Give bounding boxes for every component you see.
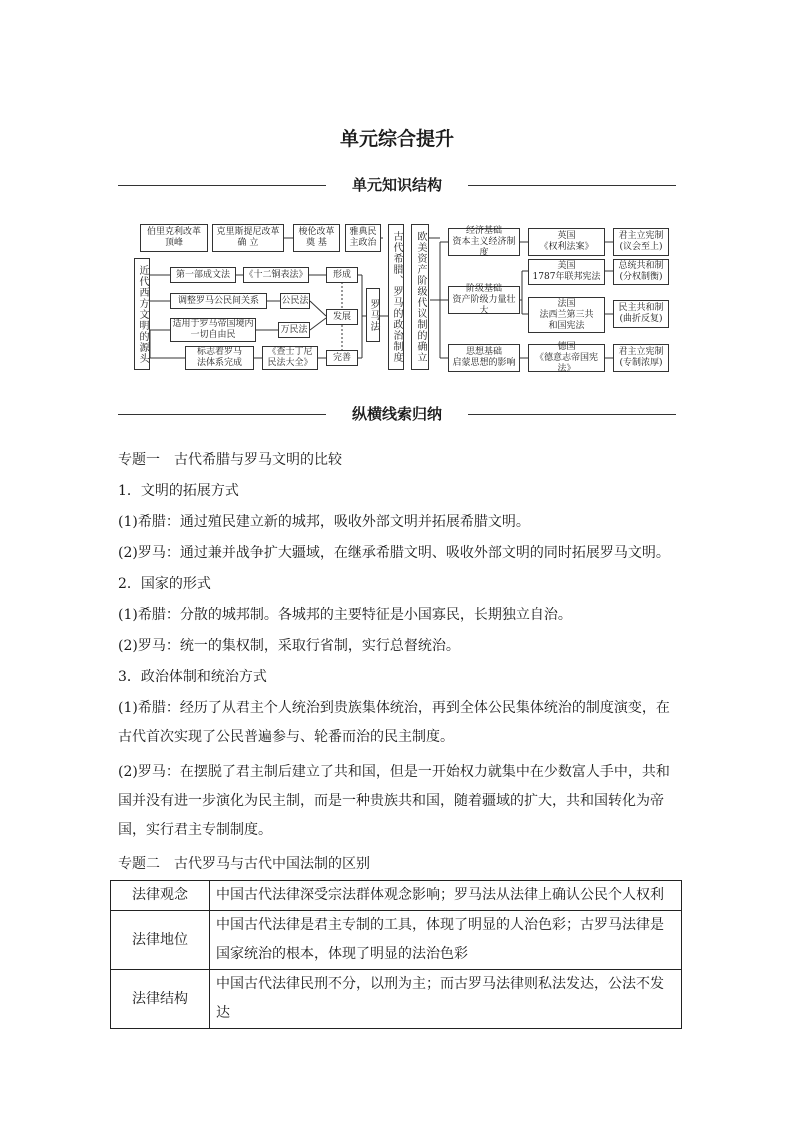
top-box-athens: 雅典民 主政治: [345, 224, 381, 252]
modern-label: 欧美资产阶级代议制的确立: [415, 231, 426, 363]
table-value: 中国古代法律是君主专制的工具，体现了明显的人治色彩；古罗马法律是国家统治的根本，体现了明显的法治色彩: [210, 911, 682, 970]
law-row-3-desc: 适用于罗马帝国境内 一切自由民: [170, 318, 256, 342]
table-row: [111, 970, 682, 1029]
top-box-pericles: 伯里克利改革 顶峰: [140, 224, 208, 252]
source-label-box: [134, 258, 150, 370]
topic1-item: (1)希腊：经历了从君主个人统治到贵族集体统治，再到全体公民集体统治的制度演变，在古代首次实现了公民普遍参与、轮番而治的民主制度。: [118, 700, 670, 745]
table-key: 法律结构: [111, 970, 210, 1029]
top-box-solon: 梭伦改革 奠 基: [293, 224, 340, 252]
law-row-1-law: 《十二铜表法》: [243, 267, 309, 283]
foundation-thought: 思想基础 启蒙思想的影响: [448, 344, 520, 372]
table-key: 法律地位: [111, 911, 210, 970]
topic1-item: (2)罗马：在摆脱了君主制后建立了共和国，但是一开始权力就集中在少数富人手中，共和国并没有进一步演化为民主制，而是一种贵族共和国，随着疆域的扩大，共和国转化为帝国，实行君主专制制度。: [118, 764, 670, 838]
section-heading-clues: [118, 404, 676, 424]
table-key: 法律观念: [111, 881, 210, 911]
knowledge-structure-diagram: [130, 220, 670, 380]
roman-law-box: [366, 288, 380, 342]
greece-rome-label: 古代希腊、罗马的政治制度: [391, 231, 402, 363]
table-value: 中国古代法律深受宗法群体观念影响；罗马法从法律上确认公民个人权利: [210, 881, 682, 911]
section-heading-structure: [118, 175, 676, 195]
law-stage-complete: 完善: [326, 350, 358, 366]
topic1-heading: 专题一 古代希腊与罗马文明的比较: [118, 452, 342, 468]
topic2-heading: 专题二 古代罗马与古代中国法制的区别: [118, 856, 370, 872]
system-france: 民主共和制 (曲折反复): [613, 300, 669, 328]
table-row: [111, 881, 682, 911]
topic1-item: (1)希腊：分散的城邦制。各城邦的主要特征是小国寡民，长期独立自治。: [118, 607, 572, 623]
system-usa: 总统共和制 (分权制衡): [613, 259, 669, 285]
topic1-item: (1)希腊：通过殖民建立新的城邦，吸收外部文明并拓展希腊文明。: [118, 514, 530, 530]
topic1-item: 3．政治体制和统治方式: [118, 669, 267, 685]
topic1-item: (2)罗马：通过兼并战争扩大疆域，在继承希腊文明、吸收外部文明的同时拓展罗马文明。: [118, 545, 670, 561]
country-usa: 美国 1787年联邦宪法: [528, 259, 605, 285]
roman-law-label: 罗马法: [368, 298, 379, 332]
source-label: 近代西方文明的源头: [137, 264, 148, 364]
modern-box: [411, 224, 429, 370]
comparison-table: [110, 880, 682, 1029]
topic1-item: (2)罗马：统一的集权制，采取行省制，实行总督统治。: [118, 638, 460, 654]
law-row-2-desc: 调整罗马公民间关系: [170, 293, 267, 309]
table-value: 中国古代法律民刑不分，以刑为主；而古罗马法律则私法发达，公法不发达: [210, 970, 682, 1029]
law-row-4-desc: 标志着罗马 法体系完成: [185, 346, 254, 370]
system-england: 君主立宪制 (议会至上): [613, 228, 669, 256]
rule-right: [468, 185, 676, 186]
topic1-item: 2．国家的形式: [118, 576, 211, 592]
system-germany: 君主立宪制 (专制浓厚): [613, 344, 669, 372]
topic1-item: 1．文明的拓展方式: [118, 483, 239, 499]
law-row-4-law: 《查士丁尼 民法大全》: [262, 346, 318, 370]
law-row-3-law: 万民法: [278, 322, 310, 338]
law-row-1-desc: 第一部成文法: [170, 267, 236, 283]
page-title: 单元综合提升: [339, 128, 454, 150]
top-box-cleisthenes: 克里斯提尼改革 确 立: [212, 224, 284, 252]
law-row-2-law: 公民法: [280, 293, 310, 309]
law-stage-develop: 发展: [326, 309, 358, 325]
greece-rome-box: [388, 224, 404, 370]
law-stage-form: 形成: [326, 267, 358, 283]
country-france: 法国 法西兰第三共 和国宪法: [528, 297, 605, 333]
country-england: 英国 《权利法案》: [528, 228, 605, 256]
table-row: [111, 911, 682, 970]
section-title: 单元知识结构: [351, 176, 442, 194]
country-germany: 德国 《德意志帝国宪法》: [528, 344, 605, 372]
foundation-class: 阶级基础 资产阶级力量壮大: [448, 286, 520, 314]
section-title: 纵横线索归纳: [351, 405, 442, 423]
rule-right: [468, 414, 676, 415]
foundation-economic: 经济基础 资本主义经济制度: [448, 228, 520, 256]
